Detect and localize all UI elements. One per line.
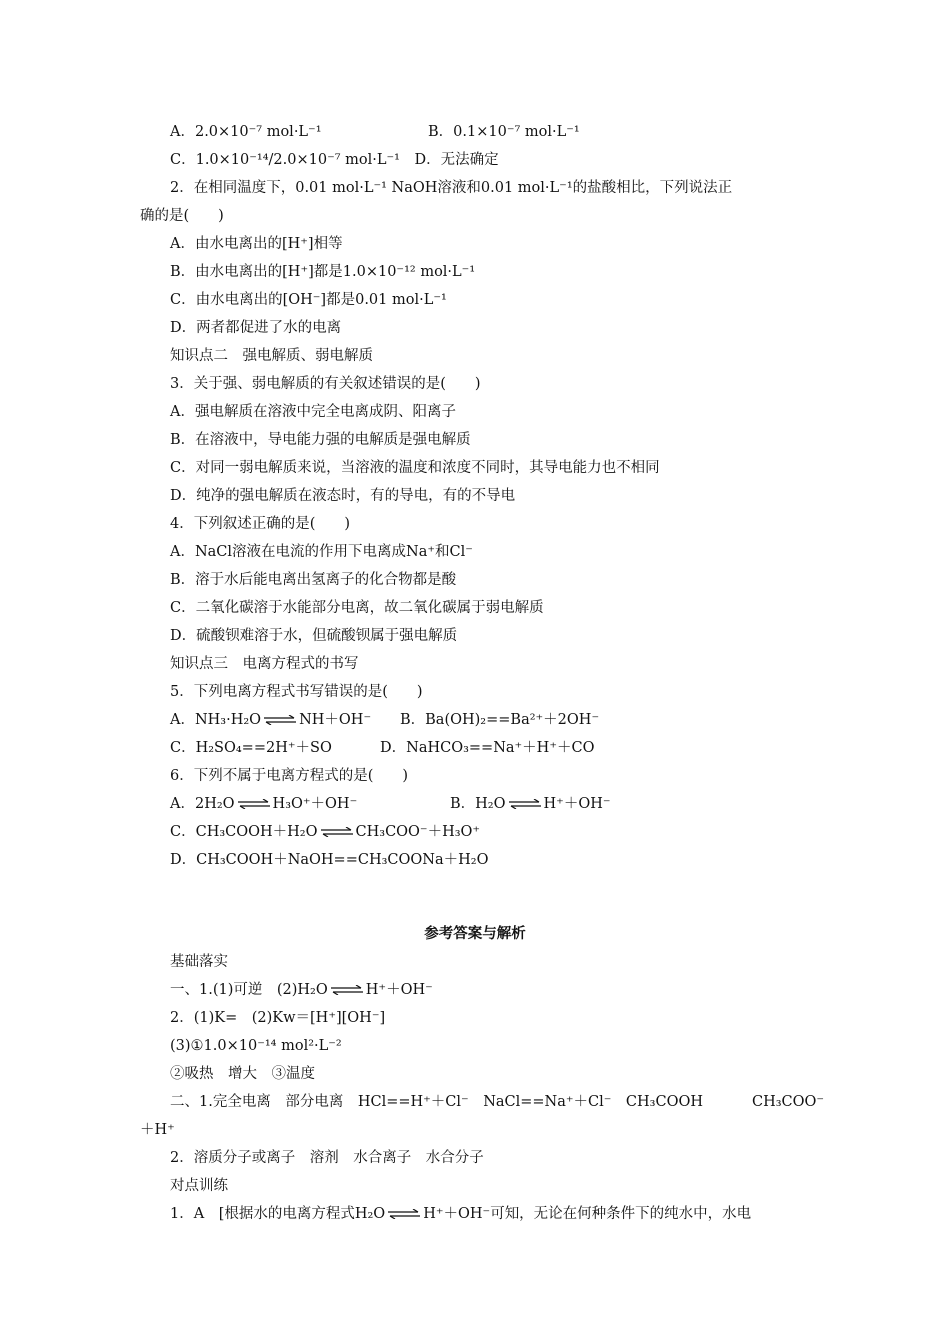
option-6d: D．CH₃COOH＋NaOH==CH₃COONa＋H₂O (170, 852, 489, 868)
option-5a-right: NH＋OH⁻ (299, 712, 372, 728)
answer-1-right: H⁺＋OH⁻ (365, 982, 433, 998)
option-1b: B．0.1×10⁻⁷ mol·L⁻¹ (428, 124, 580, 140)
question-3: 3．关于强、弱电解质的有关叙述错误的是( ) (170, 376, 481, 392)
option-3a: A．强电解质在溶液中完全电离成阴、阳离子 (170, 404, 456, 420)
reversible-arrow-icon (320, 827, 354, 837)
option-5a-left: A．NH₃·H₂O (170, 712, 262, 728)
option-6c-left: C．CH₃COOH＋H₂O (170, 824, 318, 840)
question-4: 4．下列叙述正确的是( ) (170, 516, 351, 532)
section-heading-3: 知识点三 电离方程式的书写 (170, 656, 359, 672)
option-5a (170, 710, 371, 730)
option-5c: C．H₂SO₄==2H⁺＋SO (170, 740, 332, 756)
option-2b: B．由水电离出的[H⁺]都是1.0×10⁻¹² mol·L⁻¹ (170, 264, 476, 280)
answer-section-basic: 基础落实 (170, 954, 228, 970)
question-6: 6．下列不属于电离方程式的是( ) (170, 768, 409, 784)
answer-3: (3)①1.0×10⁻¹⁴ mol²·L⁻² (170, 1038, 342, 1054)
option-5b: B．Ba(OH)₂==Ba²⁺＋2OH⁻ (400, 712, 600, 728)
option-1a: A．2.0×10⁻⁷ mol·L⁻¹ (170, 124, 322, 140)
option-4b: B．溶于水后能电离出氢离子的化合物都是酸 (170, 572, 457, 588)
option-6b-right: H⁺＋OH⁻ (543, 796, 611, 812)
option-6a-left: A．2H₂O (170, 796, 235, 812)
answer-6: 2．溶质分子或离子 溶剂 水合离子 水合分子 (170, 1150, 484, 1166)
option-3c: C．对同一弱电解质来说，当溶液的温度和浓度不同时，其导电能力也不相同 (170, 460, 660, 476)
answer-5-cont: ＋H⁺ (140, 1122, 175, 1138)
answer-7-left: 1．A [根据水的电离方程式H₂O (170, 1206, 386, 1222)
answer-section-practice: 对点训练 (170, 1178, 228, 1194)
answer-5-tail: CH₃COO⁻ (752, 1094, 825, 1110)
reversible-arrow-icon (330, 985, 364, 995)
reversible-arrow-icon (508, 799, 542, 809)
option-6b (450, 794, 611, 814)
option-2c: C．由水电离出的[OH⁻]都是0.01 mol·L⁻¹ (170, 292, 447, 308)
option-6a (170, 794, 357, 814)
option-3d: D．纯净的强电解质在液态时，有的导电，有的不导电 (170, 488, 516, 504)
option-5d: D．NaHCO₃==Na⁺＋H⁺＋CO (380, 740, 595, 756)
reversible-arrow-icon (263, 715, 297, 725)
answer-2: 2．(1)K= (2)Kw＝[H⁺][OH⁻] (170, 1010, 386, 1026)
reversible-arrow-icon (387, 1209, 421, 1219)
answer-1 (170, 980, 433, 1000)
option-2a: A．由水电离出的[H⁺]相等 (170, 236, 343, 252)
answer-4: ②吸热 增大 ③温度 (170, 1066, 315, 1082)
question-2: 2．在相同温度下，0.01 mol·L⁻¹ NaOH溶液和0.01 mol·L⁻¹的盐酸相比，下列说法正 (170, 180, 733, 196)
option-6c (170, 822, 480, 842)
option-1cd: C．1.0×10⁻¹⁴/2.0×10⁻⁷ mol·L⁻¹ D．无法确定 (170, 152, 499, 168)
option-2d: D．两者都促进了水的电离 (170, 320, 342, 336)
reversible-arrow-icon (237, 799, 271, 809)
option-3b: B．在溶液中，导电能力强的电解质是强电解质 (170, 432, 471, 448)
question-5: 5．下列电离方程式书写错误的是( ) (170, 684, 423, 700)
answer-7-right: H⁺＋OH⁻可知，无论在何种条件下的纯水中，水电 (423, 1206, 752, 1222)
answer-title: 参考答案与解析 (424, 925, 526, 942)
option-4c: C．二氧化碳溶于水能部分电离，故二氧化碳属于弱电解质 (170, 600, 544, 616)
option-4d: D．硫酸钡难溶于水，但硫酸钡属于强电解质 (170, 628, 458, 644)
option-6a-right: H₃O⁺＋OH⁻ (272, 796, 358, 812)
answer-7 (170, 1204, 751, 1224)
option-4a: A．NaCl溶液在电流的作用下电离成Na⁺和Cl⁻ (170, 544, 473, 560)
answer-5: 二、1.完全电离 部分电离 HCl==H⁺＋Cl⁻ NaCl==Na⁺＋Cl⁻ CH₃COOH (170, 1094, 703, 1110)
question-2-cont: 确的是( ) (140, 208, 224, 224)
option-6b-left: B．H₂O (450, 796, 506, 812)
option-6c-right: CH₃COO⁻＋H₃O⁺ (355, 824, 481, 840)
answer-1-left: 一、1.(1)可逆 (2)H₂O (170, 982, 328, 998)
section-heading-2: 知识点二 强电解质、弱电解质 (170, 348, 373, 364)
